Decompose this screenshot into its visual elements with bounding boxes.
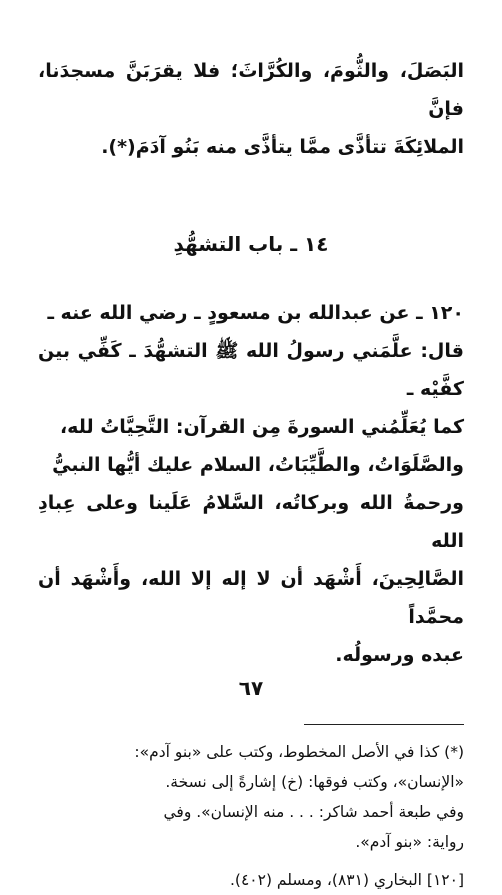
footnote-divider [304, 724, 464, 725]
hadith-line: الصَّالِحِينَ، أَشْهَد أن لا إله إلا الله، وأَشْهَد أن محمَّداً [38, 568, 464, 628]
footnote-line: وفي طبعة أحمد شاكر: . . . منه الإنسان». وفي [163, 803, 464, 821]
intro-line: البَصَلَ، والثُّومَ، والكُرَّاثَ؛ فلا يقرَبَنَّ مسجدَنا، فإنَّ [38, 60, 464, 120]
footnote-text [38, 737, 464, 857]
hadith-source-reference: [١٢٠] البخاري (٨٣١)، ومسلم (٤٠٢). [229, 871, 464, 889]
hadith-line: ١٢٠ ـ عن عبدالله بن مسعودٍ ـ رضي الله عنه ـ [47, 302, 464, 324]
footnote-line: رواية: «بنو آدم». [355, 833, 464, 851]
hadith-line: كما يُعَلِّمُني السورةَ مِن القرآن: التَّحِيَّاتُ لله، [59, 416, 464, 438]
intro-line: الملائِكَةَ تتأذَّى ممَّا يتأذَّى منه بَنُو آدَمَ(*). [101, 136, 464, 158]
hadith-line: والصَّلَوَاتُ، والطَّيِّبَاتُ، السلام عليك أيُّها النبيُّ [52, 454, 464, 476]
hadith-line: ورحمةُ الله وبركاتُه، السَّلامُ عَلَينا وعلى عِبادِ الله [38, 492, 464, 552]
footnote-line: (*) كذا في الأصل المخطوط، وكتب على «بنو آدم»: [134, 743, 464, 761]
intro-paragraph [38, 52, 464, 166]
hadith-line: عبده ورسولُه. [335, 644, 464, 666]
chapter-heading: ١٤ ـ باب التشهُّدِ [173, 232, 329, 256]
footnote-line: «الإنسان»، وكتب فوقها: (خ) إشارةً إلى نسخة. [165, 773, 464, 791]
page-number: ٦٧ [238, 676, 264, 700]
hadith-paragraph [38, 294, 464, 674]
hadith-line: قال: علَّمَني رسولُ الله ﷺ التشهُّدَ ـ كَفِّي بين كفَّيْه ـ [38, 340, 464, 400]
